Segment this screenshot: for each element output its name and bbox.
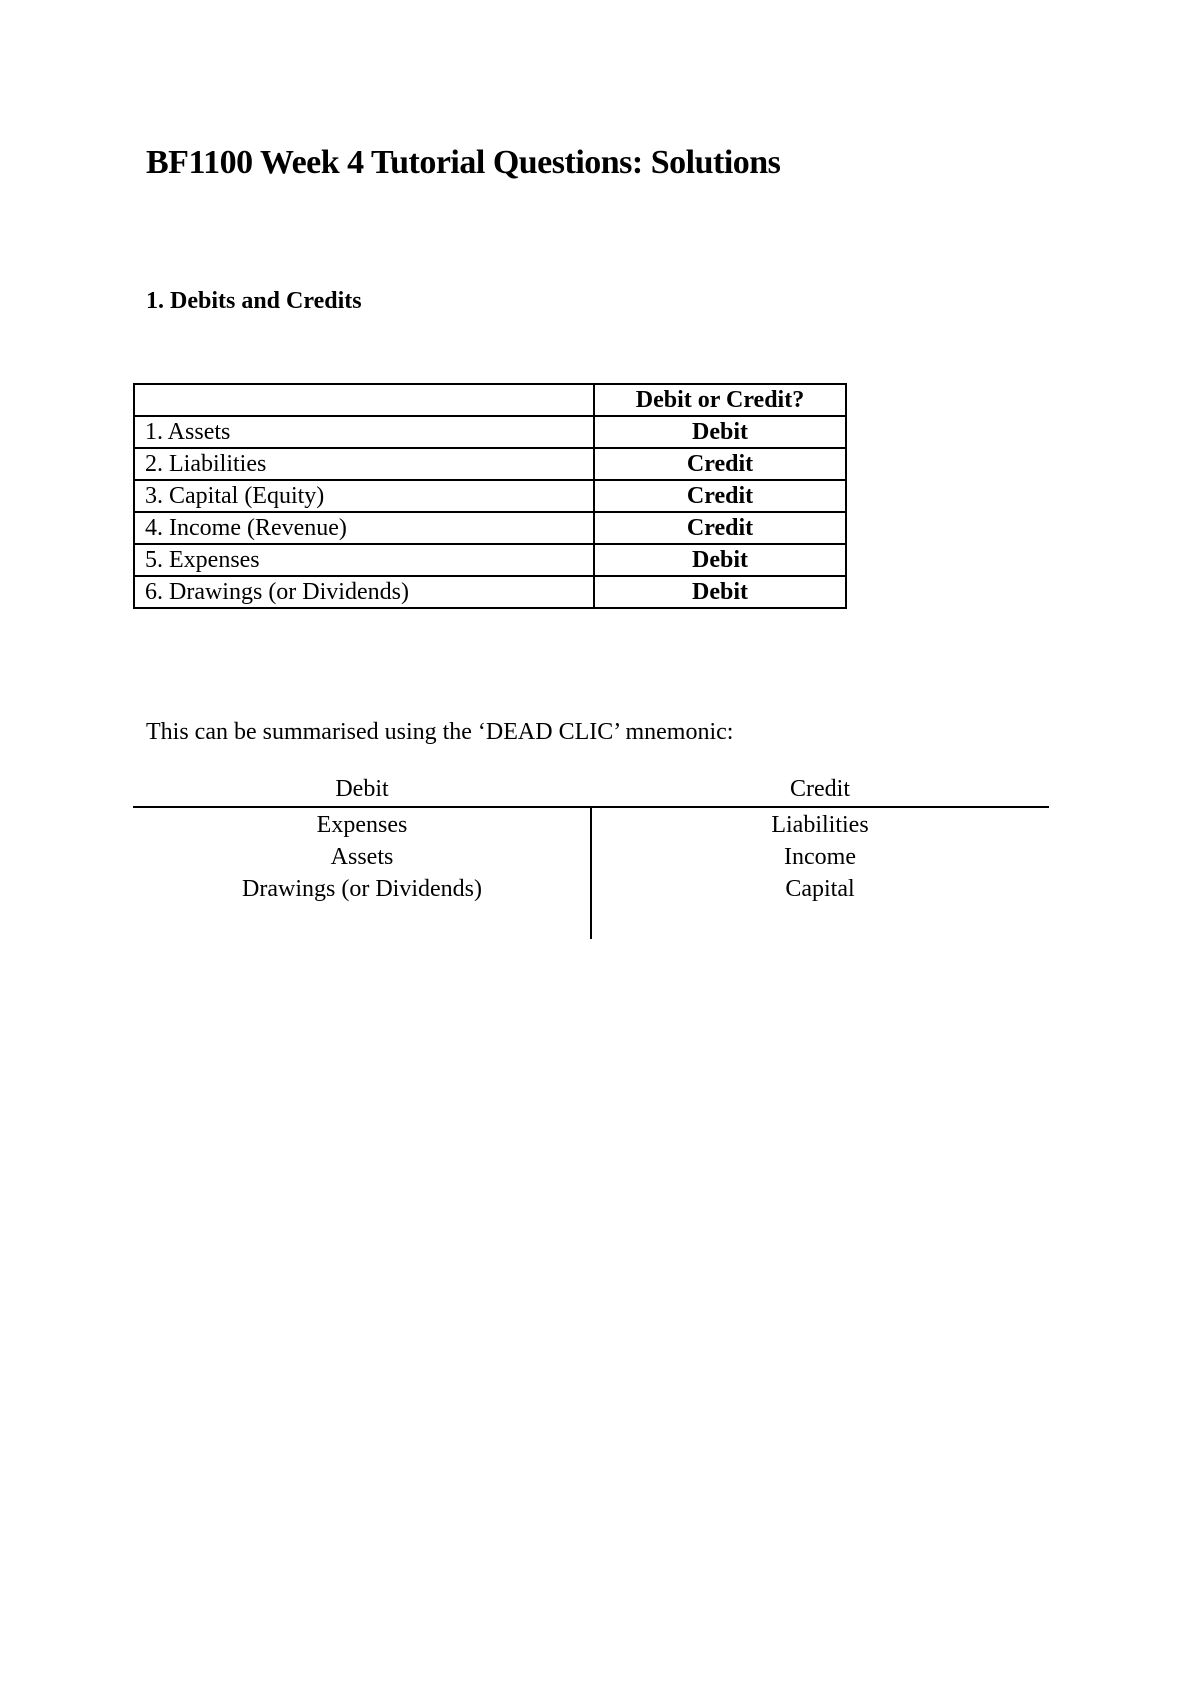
table-cell-item: 1. Assets [134, 416, 594, 448]
t-account-credit-header: Credit [790, 776, 850, 802]
table-cell-answer: Debit [594, 576, 846, 608]
list-item: Income [784, 844, 856, 870]
table-header-row [134, 384, 846, 416]
table-cell-item: 4. Income (Revenue) [134, 512, 594, 544]
table-cell-item: 6. Drawings (or Dividends) [134, 576, 594, 608]
t-account [133, 773, 1049, 939]
list-item: Expenses [316, 812, 408, 838]
table-cell-answer: Debit [594, 544, 846, 576]
table-row [134, 544, 846, 576]
table-row [134, 480, 846, 512]
t-account-debit-list [133, 809, 591, 905]
table-cell-answer: Credit [594, 512, 846, 544]
table-cell-answer: Credit [594, 480, 846, 512]
table-row [134, 448, 846, 480]
table-cell-answer: Debit [594, 416, 846, 448]
table-cell-item: 5. Expenses [134, 544, 594, 576]
t-account-debit-header: Debit [335, 776, 389, 802]
table-cell-item: 3. Capital (Equity) [134, 480, 594, 512]
list-item: Assets [330, 844, 394, 870]
table-row [134, 576, 846, 608]
t-account-credit-list [591, 809, 1049, 905]
table-cell-answer: Credit [594, 448, 846, 480]
table-cell-item: 2. Liabilities [134, 448, 594, 480]
table-row [134, 416, 846, 448]
table-row [134, 512, 846, 544]
list-item: Liabilities [771, 812, 869, 838]
table-header-cell: Debit or Credit? [594, 384, 846, 416]
list-item: Capital [785, 876, 855, 902]
section-heading: 1. Debits and Credits [146, 288, 362, 314]
page-title: BF1100 Week 4 Tutorial Questions: Solutions [146, 144, 781, 181]
debit-credit-table [133, 383, 847, 609]
list-item: Drawings (or Dividends) [242, 876, 482, 902]
table-header-cell [134, 384, 594, 416]
summary-text: This can be summarised using the ‘DEAD CLIC’ mnemonic: [146, 719, 734, 745]
